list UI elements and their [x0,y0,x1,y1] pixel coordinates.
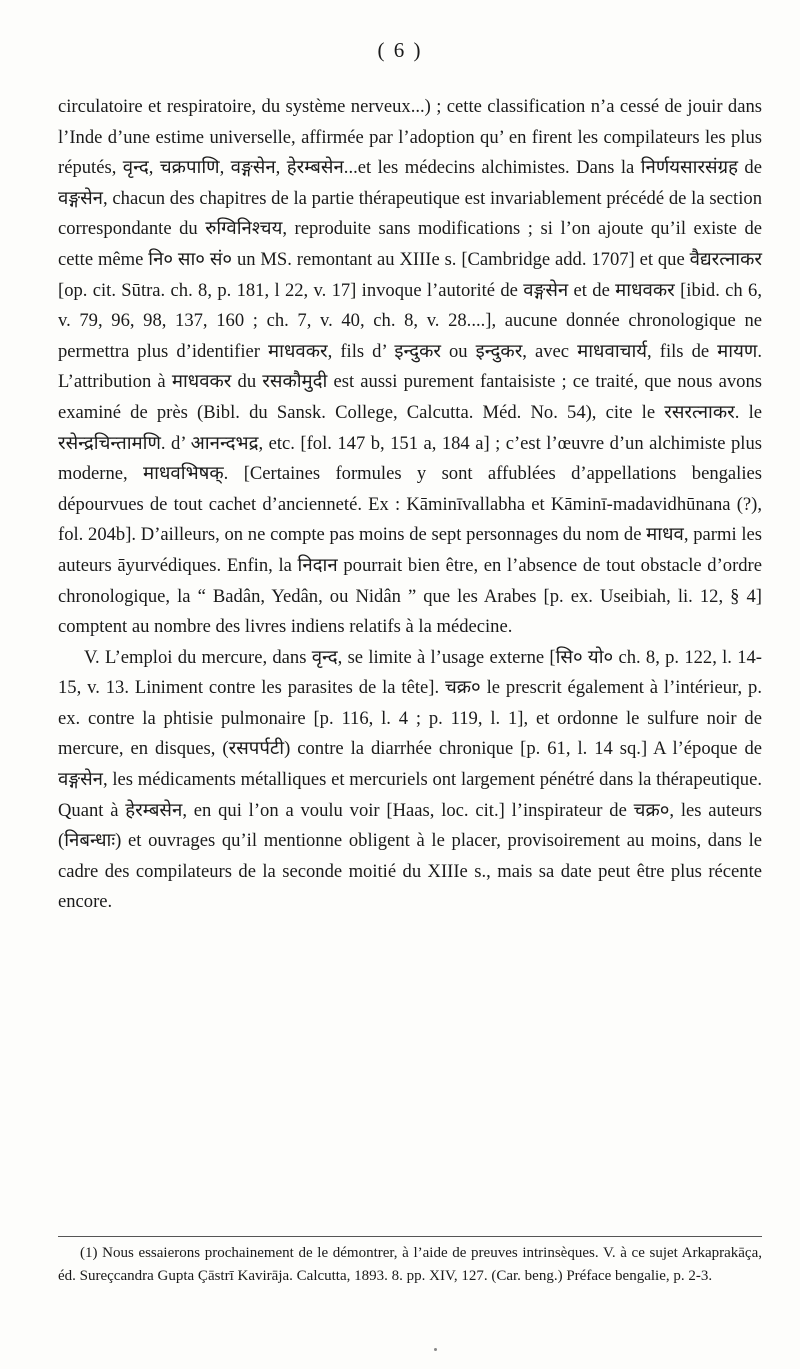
footnote-divider [58,1236,762,1237]
paragraph-circulatory-classification: circulatoire et respiratoire, du système nerveux...) ; cette classification n’a cessé de jouir dans l’Inde d’une estime universelle, affirmée par l’adoption qu’ en firent les compilateurs les plus réputés, वृन्द, चक्रपाणि, वङ्गसेन, हेरम्बसेन...et les médecins alchimistes. Dans la निर्णयसारसंग्रह de वङ्गसेन, chacun des chapitres de la partie thérapeutique est invariablement précédé de la section correspondante du रुग्विनिश्चय, reproduite sans modifications ; si l’on ajoute qu’il existe de cette même नि० सा० सं० un MS. remontant au XIIIe s. [Cambridge add. 1707] et que वैद्यरत्नाकर [op. cit. Sūtra. ch. 8, p. 181, l 22, v. 17] invoque l’autorité de वङ्गसेन et de माधवकर [ibid. ch 6, v. 79, 96, 98, 137, 160 ; ch. 7, v. 40, ch. 8, v. 28....], aucune donnée chronologique ne permettra plus d’identifier माधवकर, fils d’ इन्दुकर ou इन्दुकर, avec माधवाचार्य, fils de मायण. L’attribution à माधवकर du रसकौमुदी est aussi purement fantaisiste ; ce traité, que nous avons examiné de près (Bibl. du Sansk. College, Calcutta. Méd. No. 54), cite le रसरत्नाकर. le रसेन्द्रचिन्तामणि. d’ आनन्दभद्र, etc. [fol. 147 b, 151 a, 184 a] ; c’est l’œuvre d’un alchimiste plus moderne, माधवभिषक्. [Certaines formules y sont affublées d’appellations bengalies dépourvues de tout cachet d’ancienneté. Ex : Kāminīvallabha et Kāminī-madavidhūnana (?), fol. 204b]. D’ailleurs, on ne compte pas moins de sept personnages du nom de माधव, parmi les auteurs āyurvédiques. Enfin, la निदान pourrait bien être, en l’absence de tout obstacle d’ordre chronologique, la “ Badân, Yedân, ou Nidân ” que les Arabes [p. ex. Useibiah, li. 12, § 4] comptent au nombre des livres indiens relatifs à la médecine. [58,96,762,638]
footnotes [58,1242,762,1287]
footnote-1: (1) Nous essaierons prochainement de le démontrer, à l’aide de preuves intrinsèques. V. à ce sujet Arkaprakāça, éd. Sureçcandra Gupta Çāstrī Kavirāja. Calcutta, 1893. 8. pp. XIV, 127. (Car. beng.) Préface bengalie, p. 2-3. [58,1245,762,1284]
body-text [58,92,762,918]
page-number: ( 6 ) [377,38,423,62]
scan-speck [434,1348,437,1351]
paragraph-mercury-usage: V. L’emploi du mercure, dans वृन्द, se limite à l’usage externe [सि० यो० ch. 8, p. 122, l. 14-15, v. 13. Liniment contre les parasites de la tête]. चक्र० le prescrit également à l’intérieur, p. ex. contre la phtisie pulmonaire [p. 116, l. 4 ; p. 119, l. 1], et ordonne le sulfure noir de mercure, en disques, (रसपर्पटी) contre la diarrhée chronique [p. 61, l. 14 sq.] A l’époque de वङ्गसेन, les médicaments métalliques et mercuriels ont largement pénétré dans la thérapeutique. Quant à हेरम्बसेन, en qui l’on a voulu voir [Haas, loc. cit.] l’inspirateur de चक्र०, les auteurs (निबन्धाः) et ouvrages qu’il mentionne obligent à le placer, provisoirement au moins, dans le cadre des compilateurs de la seconde moitié du XIIIe s., mais sa date peut être plus récente encore. [58,646,762,913]
